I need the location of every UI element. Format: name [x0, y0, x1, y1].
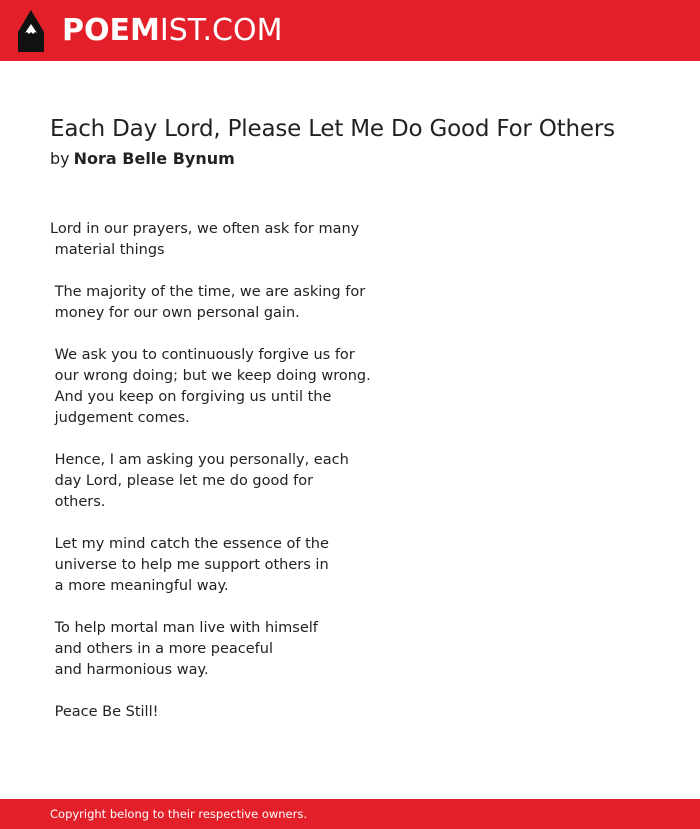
poem-line: and harmonious way.	[50, 662, 209, 678]
poem-line: universe to help me support others in	[50, 557, 329, 573]
site-footer	[0, 799, 700, 829]
stanza	[50, 702, 450, 723]
poem-line: And you keep on forgiving us until the	[50, 389, 332, 405]
stanza	[50, 345, 450, 429]
by-label: by	[50, 149, 70, 168]
byline	[50, 149, 235, 168]
poem-line: Hence, I am asking you personally, each	[50, 452, 349, 468]
poem-line: our wrong doing; but we keep doing wrong.	[50, 368, 371, 384]
poem-line: Let my mind catch the essence of the	[50, 536, 329, 552]
poem-line: and others in a more peaceful	[50, 641, 274, 657]
poem-line: money for our own personal gain.	[50, 305, 300, 321]
poem-title: Each Day Lord, Please Let Me Do Good For Others	[50, 116, 615, 142]
site-header	[0, 0, 700, 61]
stanza	[50, 450, 450, 513]
pencil-logo-icon[interactable]	[18, 10, 44, 52]
poem-line: The majority of the time, we are asking for	[50, 284, 366, 300]
logo-light-text: IST.COM	[159, 13, 283, 48]
stanza	[50, 282, 450, 324]
poem-line: judgement comes.	[50, 410, 190, 426]
poem-line: material things	[50, 242, 165, 258]
stanza	[50, 534, 450, 597]
poem-line: others.	[50, 494, 106, 510]
poem-line: day Lord, please let me do good for	[50, 473, 314, 489]
poem-line: We ask you to continuously forgive us for	[50, 347, 355, 363]
poem-line: a more meaningful way.	[50, 578, 229, 594]
poem-line: To help mortal man live with himself	[50, 620, 318, 636]
stanza	[50, 219, 450, 261]
copyright-text: Copyright belong to their respective owners.	[50, 807, 308, 821]
poem-line: Peace Be Still!	[50, 704, 159, 720]
logo-bold-text: POEM	[62, 13, 160, 48]
poem-line: Lord in our prayers, we often ask for many	[50, 221, 360, 237]
site-logo[interactable]	[62, 12, 282, 50]
poem-body	[50, 219, 450, 744]
stanza	[50, 618, 450, 681]
author-name: Nora Belle Bynum	[73, 149, 235, 168]
